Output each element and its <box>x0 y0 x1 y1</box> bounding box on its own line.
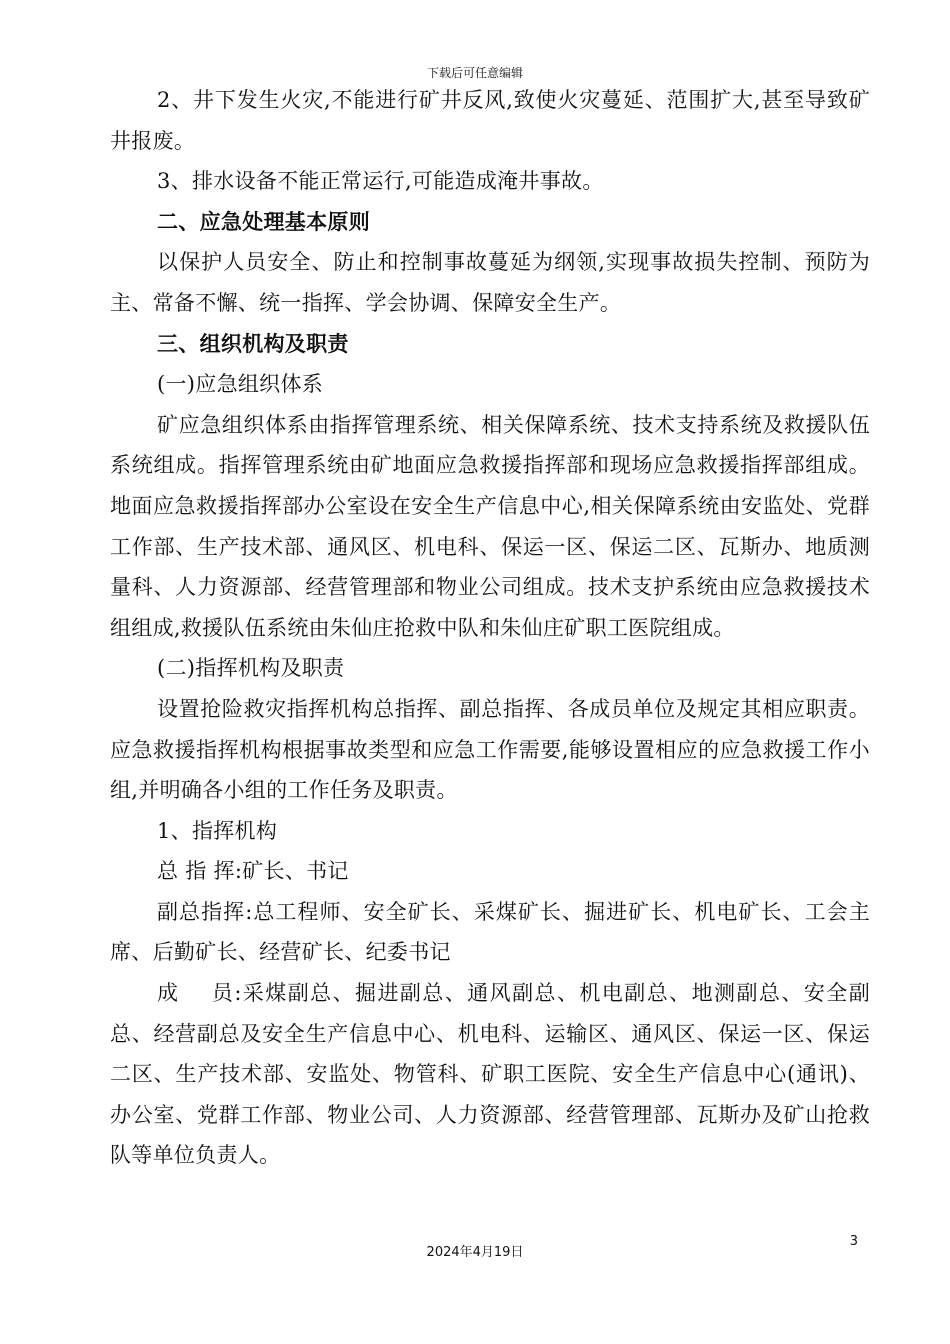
item-command-organization: 1、指挥机构 <box>157 818 278 843</box>
item-commander-in-chief: 总 指 挥:矿长、书记 <box>157 859 349 884</box>
paragraph-command-structure: 设置抢险救灾指挥机构总指挥、副总指挥、各成员单位及规定其相应职责。应急救援指挥机构根据事故类型和应急工作需要,能够设置相应的应急救援工作小组,并明确各小组的工作任务及职责。 <box>110 696 870 803</box>
subheading-emergency-system: (一)应急组织体系 <box>157 372 324 397</box>
section-heading-organization: 三、组织机构及职责 <box>157 330 349 356</box>
item-deputy-commanders: 副总指挥:总工程师、安全矿长、采煤矿长、掘进矿长、机电矿长、工会主席、后勤矿长、经营矿长、纪委书记 <box>110 899 870 965</box>
document-body <box>110 80 870 1176</box>
paragraph-principles: 以保护人员安全、防止和控制事故蔓延为纲领,实现事故损失控制、预防为主、常备不懈、统一指挥、学会协调、保障安全生产。 <box>110 250 870 315</box>
section-heading-principles: 二、应急处理基本原则 <box>157 208 370 234</box>
paragraph-drainage-risk: 3、排水设备不能正常运行,可能造成淹井事故。 <box>157 169 604 194</box>
item-members: 成 员:采煤副总、掘进副总、通风副总、机电副总、地测副总、安全副总、经营副总及安全生产信息中心、机电科、运输区、通风区、保运一区、保运二区、生产技术部、安监处、物管科、矿职工医院、安全生产信息中心(通讯)、办公室、党群工作部、物业公司、人力资源部、经营管理部、瓦斯办及矿山抢救队等单位负责人。 <box>110 981 870 1168</box>
footer-date: 2024年4月19日 <box>426 1245 524 1260</box>
paragraph-emergency-system: 矿应急组织体系由指挥管理系统、相关保障系统、技术支持系统及救援队伍系统组成。指挥管理系统由矿地面应急救援指挥部和现场应急救援指挥部组成。地面应急救援指挥部办公室设在安全生产信息中心,相关保障系统由安监处、党群工作部、生产技术部、通风区、机电科、保运一区、保运二区、瓦斯办、地质测量科、人力资源部、经营管理部和物业公司组成。技术支护系统由应急救援技术组组成,救援队伍系统由朱仙庄抢救中队和朱仙庄矿职工医院组成。 <box>110 412 870 640</box>
paragraph-fire-risk: 2、井下发生火灾,不能进行矿井反风,致使火灾蔓延、范围扩大,甚至导致矿井报废。 <box>110 88 870 153</box>
page-number: 3 <box>849 1234 858 1249</box>
page-header-note: 下载后可任意编辑 <box>426 66 523 80</box>
subheading-command-structure: (二)指挥机构及职责 <box>157 656 345 681</box>
